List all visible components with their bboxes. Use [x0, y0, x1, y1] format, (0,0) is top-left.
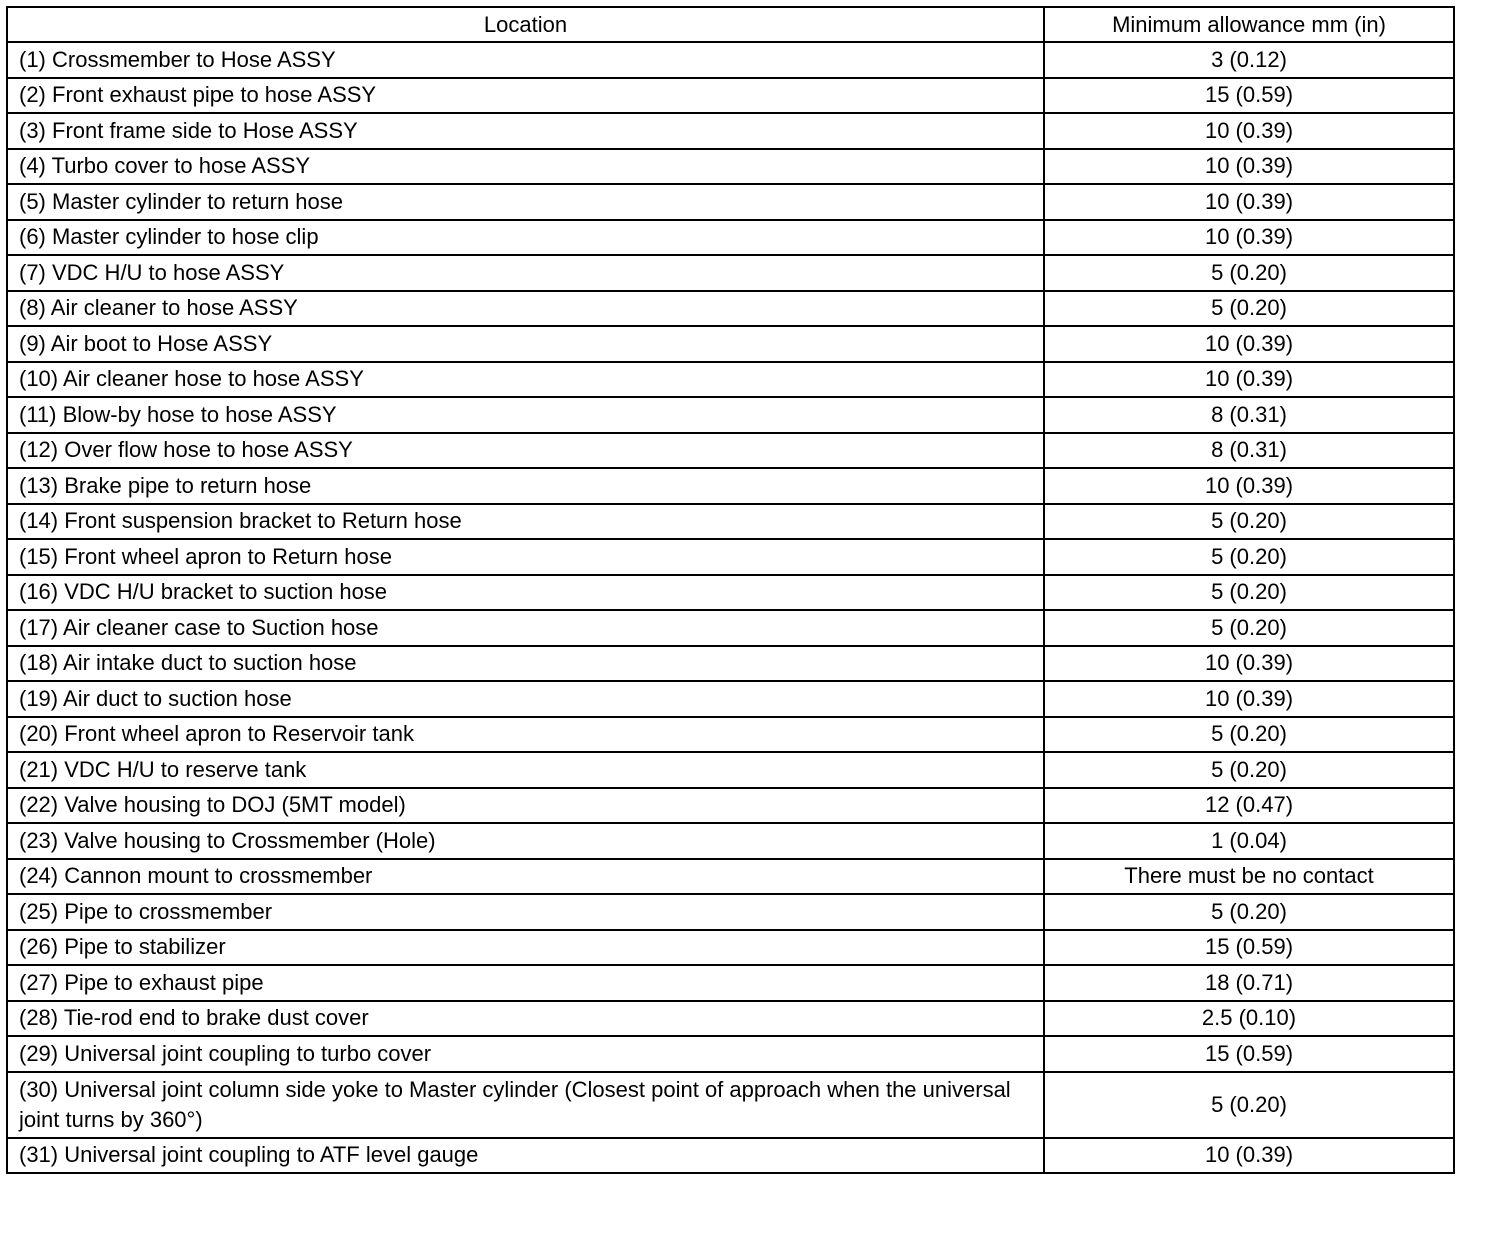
allowance-cell: 10 (0.39) [1044, 184, 1454, 220]
location-cell: (10) Air cleaner hose to hose ASSY [7, 362, 1044, 398]
location-cell: (29) Universal joint coupling to turbo cover [7, 1036, 1044, 1072]
allowance-cell: 5 (0.20) [1044, 717, 1454, 753]
table-row [7, 823, 1454, 859]
allowance-cell: 15 (0.59) [1044, 78, 1454, 114]
location-cell: (18) Air intake duct to suction hose [7, 646, 1044, 682]
table-body [7, 42, 1454, 1173]
allowance-cell: 12 (0.47) [1044, 788, 1454, 824]
location-cell: (16) VDC H/U bracket to suction hose [7, 575, 1044, 611]
table-row [7, 894, 1454, 930]
table-row [7, 788, 1454, 824]
location-cell: (12) Over flow hose to hose ASSY [7, 433, 1044, 469]
location-cell: (15) Front wheel apron to Return hose [7, 539, 1044, 575]
table-row [7, 930, 1454, 966]
location-cell: (7) VDC H/U to hose ASSY [7, 255, 1044, 291]
table-row [7, 113, 1454, 149]
allowance-cell: 5 (0.20) [1044, 255, 1454, 291]
location-cell: (25) Pipe to crossmember [7, 894, 1044, 930]
location-cell: (3) Front frame side to Hose ASSY [7, 113, 1044, 149]
header-location: Location [7, 7, 1044, 42]
location-cell: (23) Valve housing to Crossmember (Hole) [7, 823, 1044, 859]
table-row [7, 965, 1454, 1001]
table-row [7, 397, 1454, 433]
location-cell: (2) Front exhaust pipe to hose ASSY [7, 78, 1044, 114]
location-cell: (1) Crossmember to Hose ASSY [7, 42, 1044, 78]
location-cell: (9) Air boot to Hose ASSY [7, 326, 1044, 362]
allowance-cell: 5 (0.20) [1044, 610, 1454, 646]
table-row [7, 184, 1454, 220]
allowance-cell: 10 (0.39) [1044, 149, 1454, 185]
header-row [7, 7, 1454, 42]
table-row [7, 255, 1454, 291]
allowance-cell: 10 (0.39) [1044, 681, 1454, 717]
location-cell: (24) Cannon mount to crossmember [7, 859, 1044, 895]
allowance-cell: 10 (0.39) [1044, 362, 1454, 398]
location-cell: (17) Air cleaner case to Suction hose [7, 610, 1044, 646]
allowance-cell: 5 (0.20) [1044, 894, 1454, 930]
table-row [7, 42, 1454, 78]
table-row [7, 646, 1454, 682]
table-row [7, 291, 1454, 327]
allowance-cell: 3 (0.12) [1044, 42, 1454, 78]
allowance-cell: 10 (0.39) [1044, 113, 1454, 149]
table-row [7, 1036, 1454, 1072]
allowance-cell: 10 (0.39) [1044, 326, 1454, 362]
header-minimum-allowance: Minimum allowance mm (in) [1044, 7, 1454, 42]
allowance-cell: 18 (0.71) [1044, 965, 1454, 1001]
allowance-cell: 5 (0.20) [1044, 539, 1454, 575]
location-cell: (22) Valve housing to DOJ (5MT model) [7, 788, 1044, 824]
table-row [7, 1072, 1454, 1138]
location-cell: (26) Pipe to stabilizer [7, 930, 1044, 966]
location-cell: (30) Universal joint column side yoke to Master cylinder (Closest point of approach when the universal joint turns by 360°) [7, 1072, 1044, 1138]
allowance-cell: 15 (0.59) [1044, 1036, 1454, 1072]
allowance-cell: 8 (0.31) [1044, 397, 1454, 433]
table-row [7, 433, 1454, 469]
allowance-cell: 10 (0.39) [1044, 220, 1454, 256]
table-row [7, 575, 1454, 611]
table-row [7, 362, 1454, 398]
location-cell: (8) Air cleaner to hose ASSY [7, 291, 1044, 327]
allowance-cell: 8 (0.31) [1044, 433, 1454, 469]
allowance-cell: 10 (0.39) [1044, 1138, 1454, 1174]
table-row [7, 326, 1454, 362]
location-cell: (28) Tie-rod end to brake dust cover [7, 1001, 1044, 1037]
location-cell: (20) Front wheel apron to Reservoir tank [7, 717, 1044, 753]
table-row [7, 539, 1454, 575]
allowance-cell: 15 (0.59) [1044, 930, 1454, 966]
location-cell: (21) VDC H/U to reserve tank [7, 752, 1044, 788]
table-row [7, 1001, 1454, 1037]
location-cell: (6) Master cylinder to hose clip [7, 220, 1044, 256]
table-row [7, 610, 1454, 646]
allowance-cell: 10 (0.39) [1044, 468, 1454, 504]
allowance-cell: 5 (0.20) [1044, 575, 1454, 611]
table-row [7, 78, 1454, 114]
allowance-cell: 5 (0.20) [1044, 1072, 1454, 1138]
table-row [7, 1138, 1454, 1174]
allowance-cell: 1 (0.04) [1044, 823, 1454, 859]
allowance-cell: 5 (0.20) [1044, 291, 1454, 327]
table-row [7, 752, 1454, 788]
location-cell: (4) Turbo cover to hose ASSY [7, 149, 1044, 185]
allowance-cell: 10 (0.39) [1044, 646, 1454, 682]
location-cell: (13) Brake pipe to return hose [7, 468, 1044, 504]
table-row [7, 149, 1454, 185]
table-row [7, 717, 1454, 753]
location-cell: (14) Front suspension bracket to Return hose [7, 504, 1044, 540]
allowance-cell: There must be no contact [1044, 859, 1454, 895]
table-row [7, 504, 1454, 540]
location-cell: (11) Blow-by hose to hose ASSY [7, 397, 1044, 433]
clearance-table [6, 6, 1455, 1174]
allowance-cell: 5 (0.20) [1044, 752, 1454, 788]
table-row [7, 681, 1454, 717]
table-row [7, 468, 1454, 504]
table-row [7, 220, 1454, 256]
location-cell: (27) Pipe to exhaust pipe [7, 965, 1044, 1001]
location-cell: (19) Air duct to suction hose [7, 681, 1044, 717]
location-cell: (5) Master cylinder to return hose [7, 184, 1044, 220]
table-row [7, 859, 1454, 895]
allowance-cell: 5 (0.20) [1044, 504, 1454, 540]
allowance-cell: 2.5 (0.10) [1044, 1001, 1454, 1037]
location-cell: (31) Universal joint coupling to ATF level gauge [7, 1138, 1044, 1174]
